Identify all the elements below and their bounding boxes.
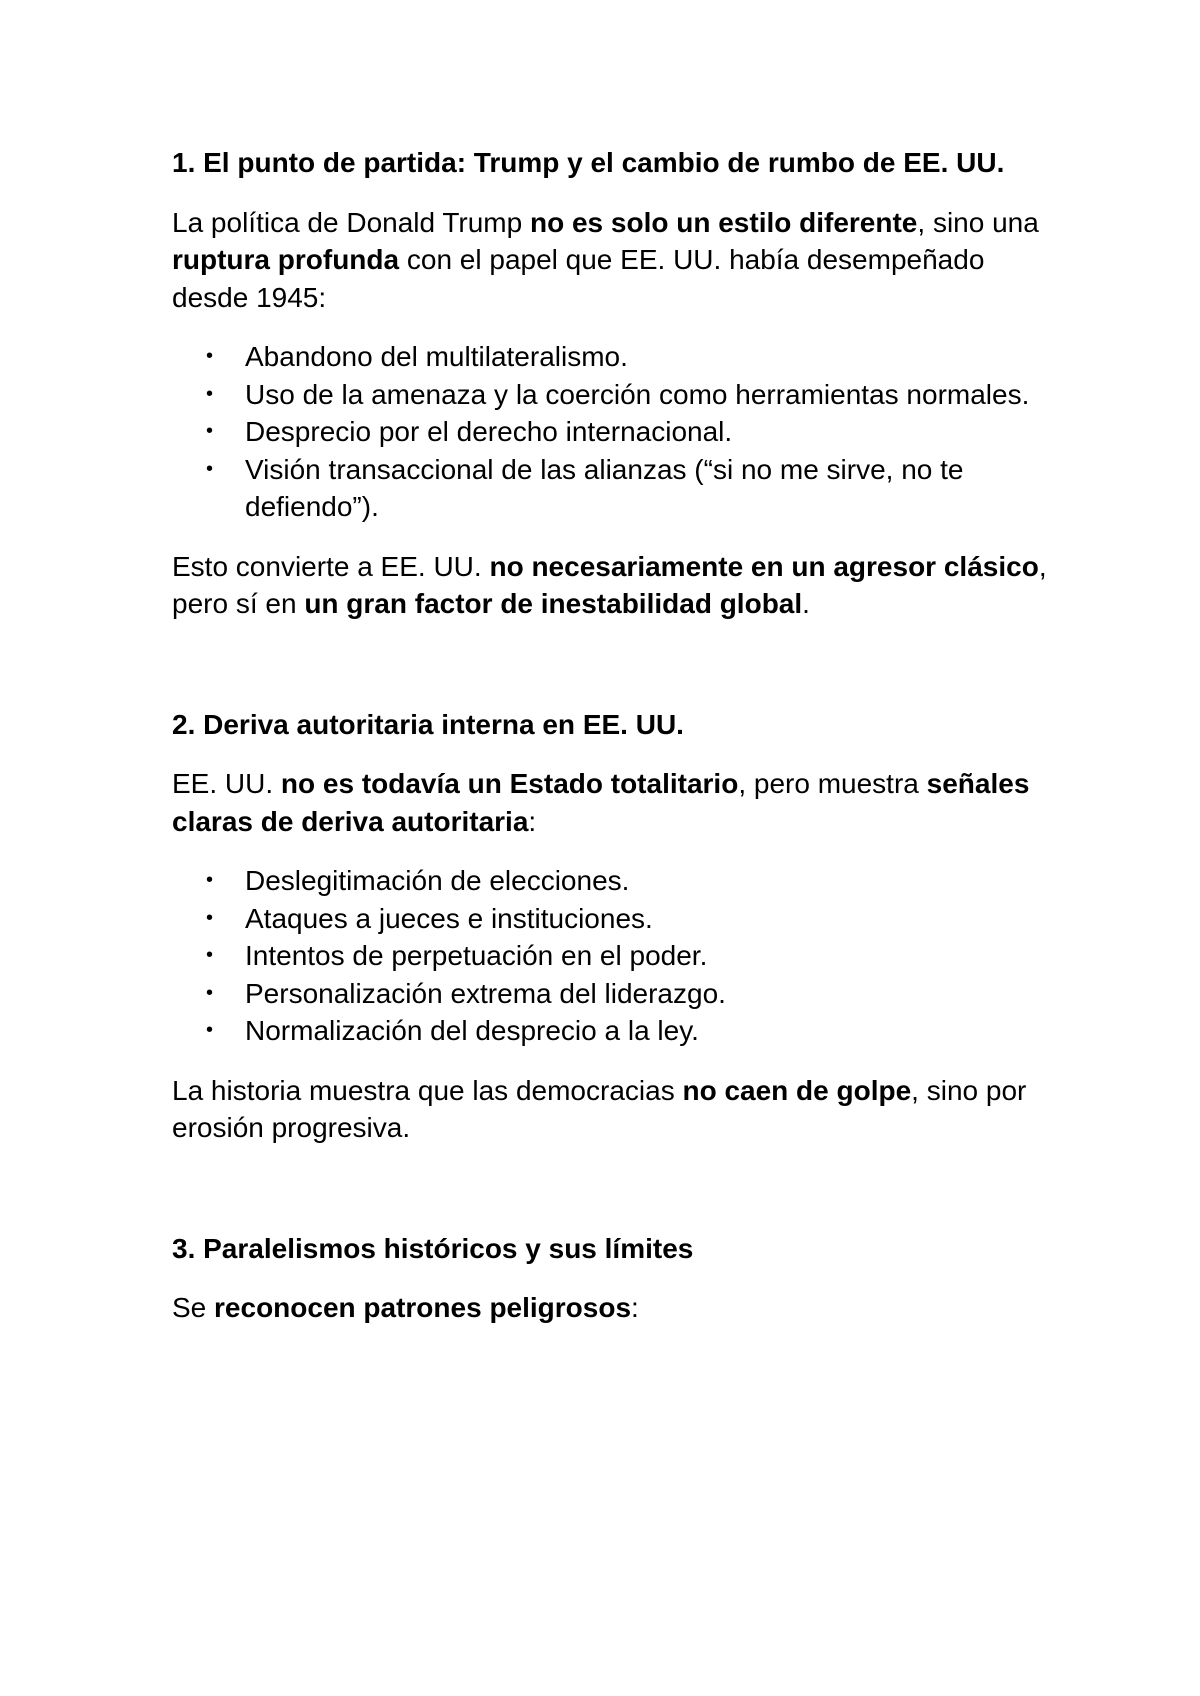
- section-2-heading: 2. Deriva autoritaria interna en EE. UU.: [172, 708, 684, 740]
- list-item: • Desprecio por el derecho internacional.: [172, 413, 1052, 451]
- list-item: • Normalización del desprecio a la ley.: [172, 1012, 1052, 1050]
- list-item: • Abandono del multilateralismo.: [172, 338, 1052, 376]
- section-3-intro: Se reconocen patrones peligrosos:: [172, 1292, 639, 1323]
- section-3-heading: 3. Paralelismos históricos y sus límites: [172, 1232, 694, 1264]
- section-1-intro: La política de Donald Trump no es solo un estilo diferente, sino una ruptura profunda con el papel que EE. UU. había desempeñado desde 1945:: [172, 206, 1039, 313]
- section-1-conclusion: Esto convierte a EE. UU. no necesariamente en un agresor clásico, pero sí en un gran factor de inestabilidad global.: [172, 550, 1047, 619]
- section-1-heading: 1. El punto de partida: Trump y el cambio de rumbo de EE. UU.: [172, 147, 1005, 178]
- section-2-bullet-list: [172, 862, 1052, 1050]
- document-body: [172, 144, 1052, 1327]
- section-1-bullet-list: [172, 338, 1052, 526]
- section-2-conclusion: La historia muestra que las democracias no caen de golpe, sino por erosión progresiva.: [172, 1074, 1027, 1143]
- list-item: • Ataques a jueces e instituciones.: [172, 900, 1052, 938]
- list-item: • Deslegitimación de elecciones.: [172, 862, 1052, 900]
- list-item: • Intentos de perpetuación en el poder.: [172, 937, 1052, 975]
- list-item: • Uso de la amenaza y la coerción como herramientas normales.: [172, 376, 1052, 414]
- list-item: • Personalización extrema del liderazgo.: [172, 975, 1052, 1013]
- list-item: • Visión transaccional de las alianzas (“si no me sirve, no te defiendo”).: [172, 451, 1052, 526]
- section-2-intro: EE. UU. no es todavía un Estado totalitario, pero muestra señales claras de deriva autoritaria:: [172, 768, 1030, 837]
